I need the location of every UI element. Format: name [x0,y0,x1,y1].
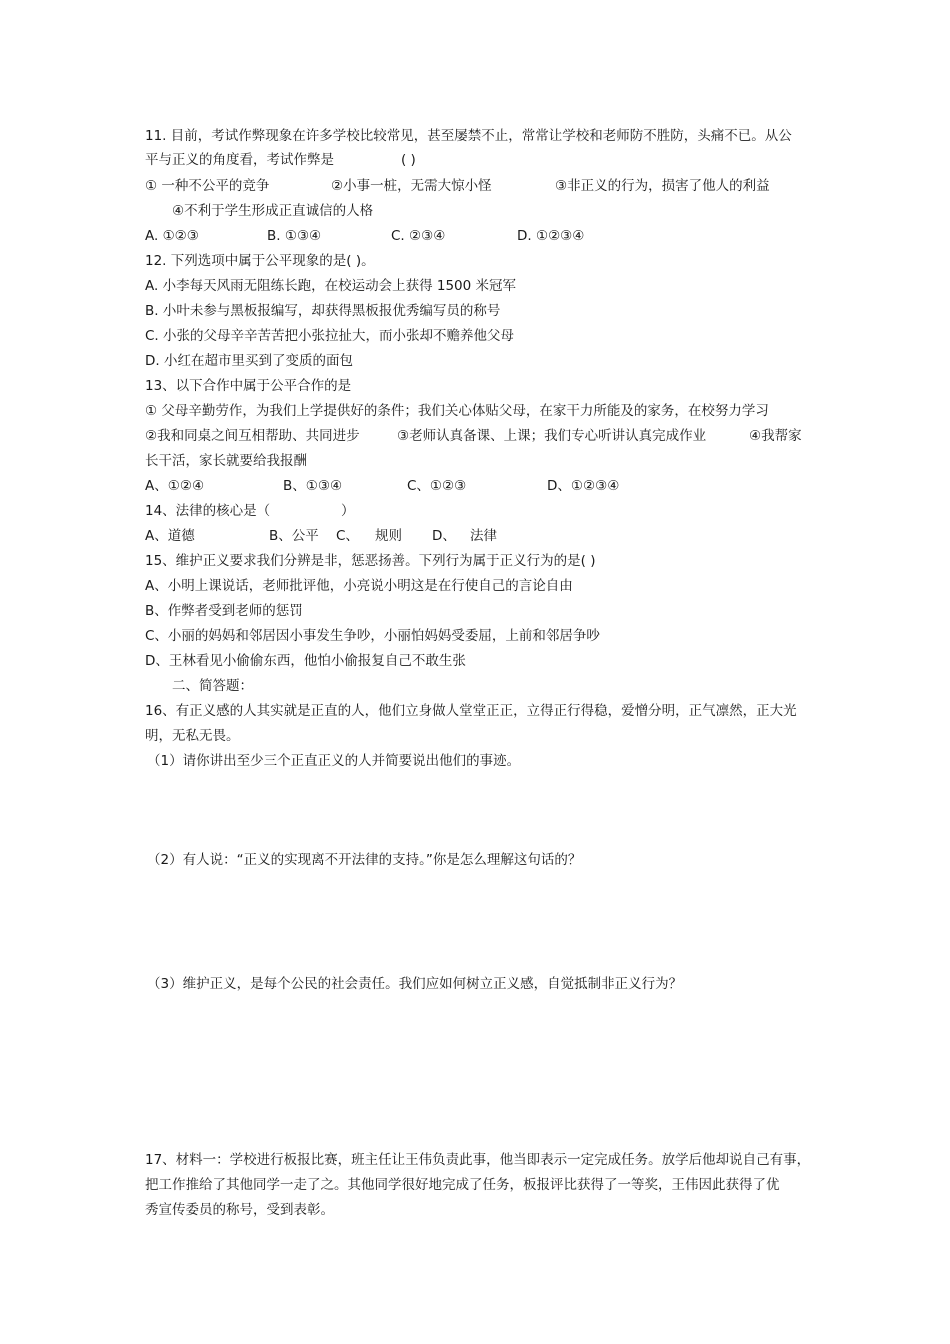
q15-choice-d: D、王林看见小偷偷东西，他怕小偷报复自己不敢生张 [145,653,466,669]
q13-option-3: ③老师认真备课、上课；我们专心听讲认真完成作业 [397,428,707,444]
q13-option-4-end: 长干活，家长就要给我报酬 [145,453,307,469]
q13-choices-row [145,476,845,496]
q17-material-line2: 把工作推给了其他同学一走了之。其他同学很好地完成了任务，板报评比获得了一等奖，王伟因此获得了优 [145,1177,780,1193]
q11-option-1: ① 一种不公平的竞争 [145,178,270,194]
q13-option-4-start: ④我帮家 [749,428,802,444]
q11-stem-line1: 11. 目前，考试作弊现象在许多学校比较常见，甚至屡禁不止，常常让学校和老师防不胜防，头痛不已。从公 [145,128,792,144]
section-title-short-answer: 二、简答题： [172,678,253,694]
q11-option-2: ②小事一桩，无需大惊小怪 [331,178,492,194]
q12-choice-d: D. 小红在超市里买到了变质的面包 [145,353,353,369]
q14-choice-c: C、 [336,528,359,544]
q11-stem-line2 [145,150,416,170]
q11-choices-row [145,226,845,246]
q14-stem-row [145,501,545,521]
q14-stem: 14、法律的核心是（ [145,503,271,519]
q13-option-2: ②我和同桌之间互相帮助、共同进步 [145,428,360,444]
q14-choice-b: B、公平 [269,528,319,544]
q11-choice-d: D. ①②③④ [517,228,585,244]
q14-choice-c-text: 规则 [375,528,402,544]
q12-choice-c: C. 小张的父母辛辛苦苦把小张拉扯大，而小张却不赡养他父母 [145,328,515,344]
q11-options-row [145,176,845,196]
q12-choice-b: B. 小叶未参与黑板报编写，却获得黑板报优秀编写员的称号 [145,303,501,319]
q15-choice-c: C、小丽的妈妈和邻居因小事发生争吵，小丽怕妈妈受委屈，上前和邻居争吵 [145,628,600,644]
q11-choice-a: A. ①②③ [145,228,199,244]
q14-choice-d: D、 [432,528,456,544]
q15-stem: 15、维护正义要求我们分辨是非，惩恶扬善。下列行为属于正义行为的是( ) [145,553,596,569]
q11-choice-c: C. ②③④ [391,228,446,244]
q17-material-line3: 秀宣传委员的称号，受到表彰。 [145,1202,334,1218]
q13-stem: 13、以下合作中属于公平合作的是 [145,378,352,394]
q17-material-line1: 17、材料一：学校进行板报比赛，班主任让王伟负责此事，他当即表示一定完成任务。放学后他却说自己有事， [145,1152,811,1168]
q14-choice-d-text: 法律 [470,528,497,544]
q11-option-3: ③非正义的行为，损害了他人的利益 [555,178,770,194]
q16-subquestion-1: （1）请你讲出至少三个正直正义的人并简要说出他们的事迹。 [147,753,521,769]
q13-options-row [145,426,845,446]
q16-subquestion-3: （3）维护正义，是每个公民的社会责任。我们应如何树立正义感，自觉抵制非正义行为？ [147,976,683,992]
q13-choice-d: D、①②③④ [547,478,620,494]
q12-stem: 12. 下列选项中属于公平现象的是( )。 [145,253,375,269]
q13-option-1: ① 父母辛勤劳作，为我们上学提供好的条件；我们关心体贴父母，在家干力所能及的家务，在校努力学习 [145,403,769,419]
q13-choice-a: A、①②④ [145,478,205,494]
q14-choice-a: A、道德 [145,528,195,544]
q13-choice-c: C、①②③ [407,478,467,494]
q13-choice-b: B、①③④ [283,478,343,494]
q16-stem-line2: 明，无私无畏。 [145,728,240,744]
q11-stem-text: 平与正义的角度看，考试作弊是 [145,152,334,168]
q11-answer-blank: ( ) [401,152,416,168]
q14-stem-end: ） [341,503,355,519]
q15-choice-a: A、小明上课说话，老师批评他，小亮说小明这是在行使自己的言论自由 [145,578,573,594]
q15-choice-b: B、作弊者受到老师的惩罚 [145,603,303,619]
q11-option-4: ④不利于学生形成正直诚信的人格 [172,203,374,219]
q11-choice-b: B. ①③④ [267,228,322,244]
q16-stem-line1: 16、有正义感的人其实就是正直的人，他们立身做人堂堂正正，立得正行得稳，爱憎分明，正气凛然，正大光 [145,703,797,719]
q12-choice-a: A. 小李每天风雨无阻练长跑，在校运动会上获得 1500 米冠军 [145,278,517,294]
q16-subquestion-2: （2）有人说：“正义的实现离不开法律的支持。”你是怎么理解这句话的？ [147,852,582,868]
q14-choices-row [145,526,645,546]
